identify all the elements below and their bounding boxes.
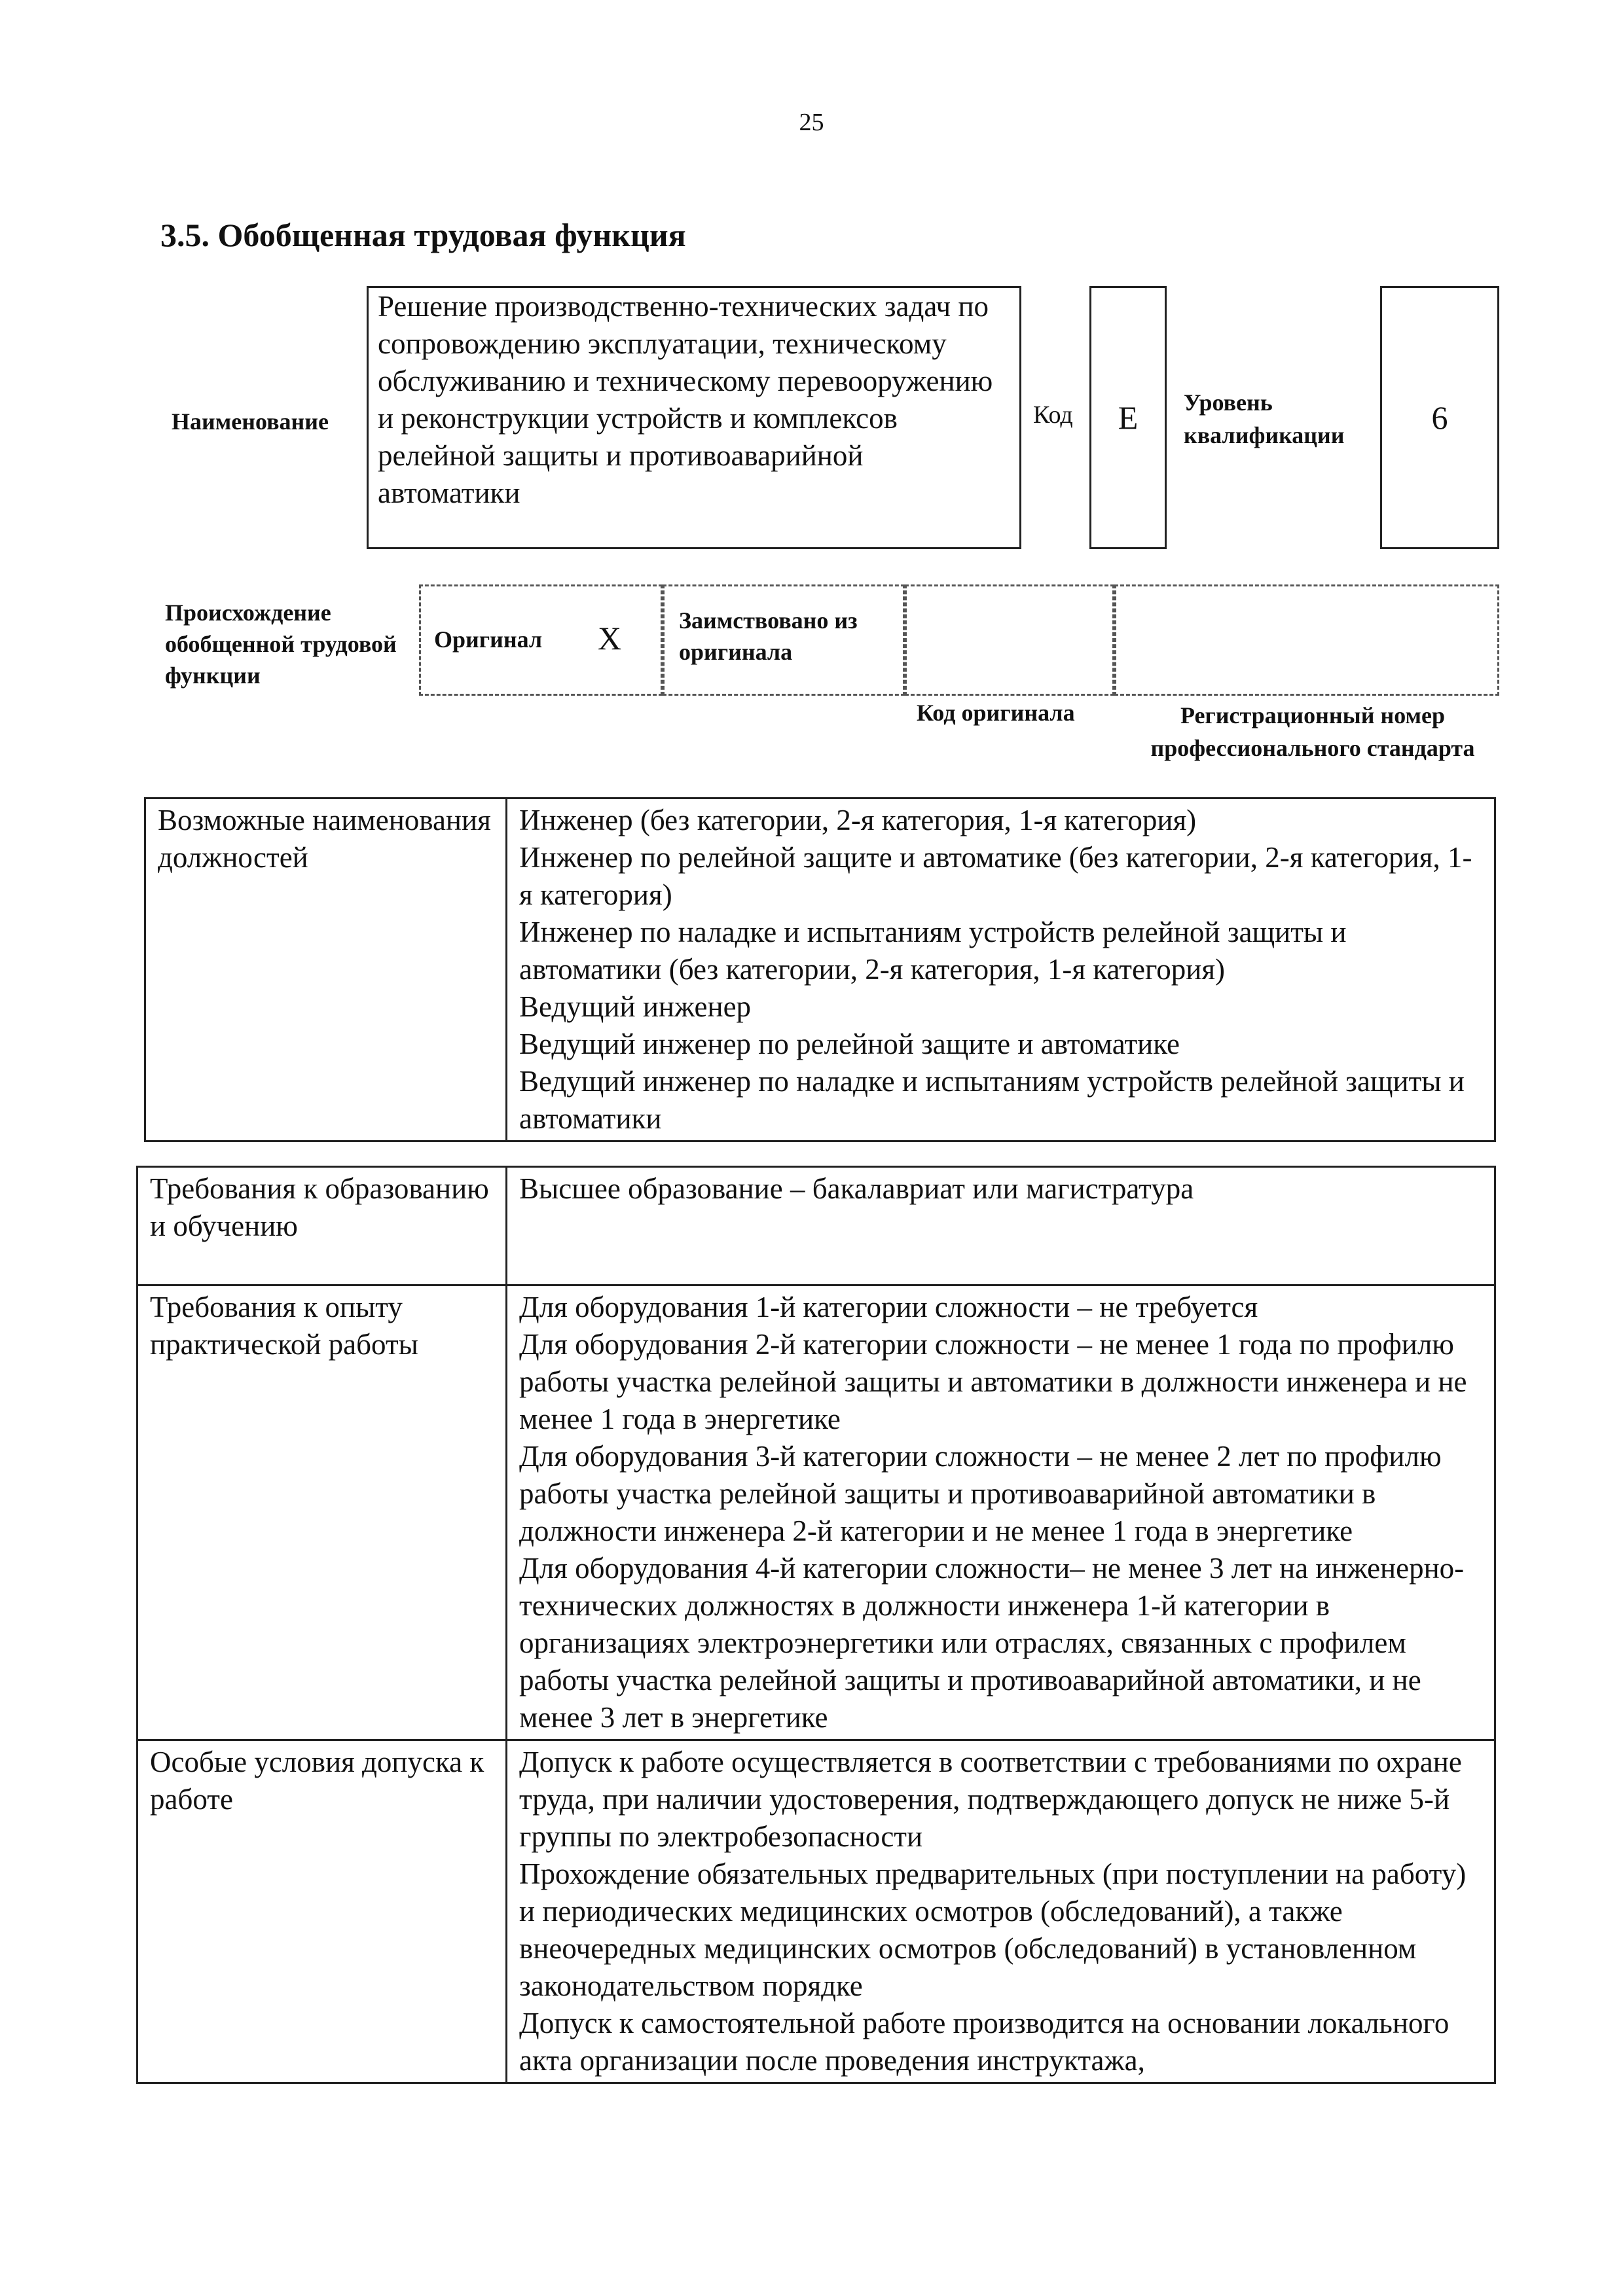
code-box xyxy=(1089,286,1167,549)
origin-row xyxy=(419,584,1499,696)
positions-row xyxy=(145,798,1495,1141)
table-row xyxy=(137,1740,1495,2083)
list-item: Высшее образование – бакалавриат или магистратура xyxy=(519,1172,1194,1205)
requirements-table xyxy=(136,1166,1496,2084)
special-conditions-label: Особые условия допуска к работе xyxy=(137,1740,507,2083)
list-item: Допуск к работе осуществляется в соответствии с требованиями по охране труда, при наличии удостоверения, подтверждающего допуск не ниже 5-й группы по электробезопасности xyxy=(519,1746,1462,1853)
section-title: 3.5. Обобщенная трудовая функция xyxy=(160,217,686,253)
list-item: Ведущий инженер по релейной защите и автоматике xyxy=(519,1028,1180,1060)
registration-number-caption: Регистрационный номер профессионального стандарта xyxy=(1150,702,1475,761)
level-value: 6 xyxy=(1431,399,1448,436)
list-item: Инженер по наладке и испытаниям устройств релейной защиты и автоматики (без категории, 2-я категория, 1-я категория) xyxy=(519,916,1347,986)
registration-number-cell xyxy=(1114,584,1499,696)
list-item: Ведущий инженер xyxy=(519,990,752,1023)
positions-table xyxy=(144,797,1496,1142)
experience-value xyxy=(507,1285,1495,1740)
education-value xyxy=(507,1167,1495,1285)
original-cell xyxy=(419,584,663,696)
positions-list xyxy=(507,798,1495,1141)
function-name-box xyxy=(367,286,1021,549)
list-item: Ведущий инженер по наладке и испытаниям устройств релейной защиты и автоматики xyxy=(519,1065,1465,1135)
list-item: Для оборудования 2-й категории сложности – не менее 1 года по профилю работы участка релейной защиты и автоматики в должности инженера и не менее 1 года в энергетике xyxy=(519,1328,1467,1435)
code-value: E xyxy=(1118,399,1139,436)
list-item: Инженер по релейной защите и автоматике (без категории, 2-я категория, 1-я категория) xyxy=(519,841,1472,911)
original-code-cell xyxy=(905,584,1114,696)
table-row xyxy=(137,1167,1495,1285)
origin-label: Происхождение обобщенной трудовой функции xyxy=(165,600,397,689)
borrowed-cell xyxy=(663,584,905,696)
list-item: Для оборудования 1-й категории сложности – не требуется xyxy=(519,1291,1258,1323)
original-label: Оригинал xyxy=(434,626,543,653)
level-label: Уровень квалификации xyxy=(1184,389,1345,448)
function-name-value: Решение производственно-технических задач по сопровождению эксплуатации, техническому обслуживанию и техническому перевооружению и реконструкции устройств и комплексов релейной защиты и противоаварийной автоматики xyxy=(378,290,993,509)
original-code-caption: Код оригинала xyxy=(917,700,1075,726)
name-label: Наименование xyxy=(172,408,329,435)
experience-label: Требования к опыту практической работы xyxy=(137,1285,507,1740)
list-item: Для оборудования 4-й категории сложности– не менее 3 лет на инженерно-технических должностях в должности инженера 1-й категории в организациях электроэнергетики или отраслях, связанных с профилем работы участка релейной защиты и противоаварийной автоматики, и не менее 3 лет в энергетике xyxy=(519,1552,1465,1734)
level-box xyxy=(1380,286,1499,549)
education-label: Требования к образованию и обучению xyxy=(137,1167,507,1285)
list-item: Допуск к самостоятельной работе производится на основании локального акта организации после проведения инструктажа, xyxy=(519,2007,1450,2077)
list-item: Для оборудования 3-й категории сложности – не менее 2 лет по профилю работы участка релейной защиты и противоаварийной автоматики в должности инженера 2-й категории и не менее 1 года в энергетике xyxy=(519,1440,1442,1547)
table-row xyxy=(137,1285,1495,1740)
positions-label: Возможные наименования должностей xyxy=(145,798,507,1141)
code-label: Код xyxy=(1033,401,1073,429)
list-item: Инженер (без категории, 2-я категория, 1-я категория) xyxy=(519,804,1197,836)
original-mark: X xyxy=(598,620,622,656)
page-number: 25 xyxy=(799,109,824,136)
special-conditions-value xyxy=(507,1740,1495,2083)
borrowed-label: Заимствовано из оригинала xyxy=(679,607,858,665)
list-item: Прохождение обязательных предварительных (при поступлении на работу) и периодических медицинских осмотров (обследований), а также внеочередных медицинских осмотров (обследований) в установленном законодательством порядке xyxy=(519,1857,1467,2002)
